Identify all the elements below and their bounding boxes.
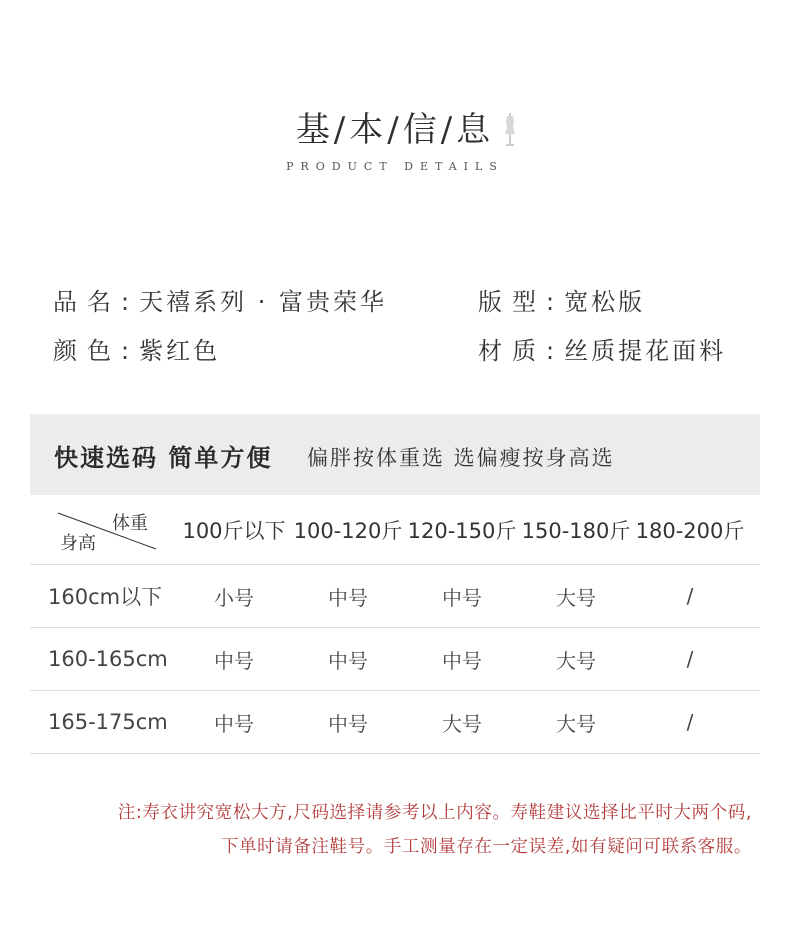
row-label: 165-175cm: [48, 710, 168, 734]
size-cell: /: [686, 584, 694, 608]
page-subtitle: PRODUCT DETAILS: [286, 160, 504, 173]
info-name-value: 天禧系列 · 富贵荣华: [139, 288, 387, 316]
info-fit-value: 宽松版: [564, 288, 646, 316]
page-title: 基/本/信/息: [295, 110, 495, 150]
size-cell: 小号: [214, 585, 254, 610]
column-header: 100-120斤: [293, 518, 403, 543]
column-header: 150-180斤: [521, 518, 631, 543]
size-cell: 大号: [556, 711, 596, 736]
column-header: 120-150斤: [407, 518, 517, 543]
dress-form-icon: [503, 113, 517, 147]
table-row: [30, 691, 760, 754]
corner-label-height: 身高: [60, 533, 96, 554]
guide-headline: 快速选码 简单方便: [54, 444, 273, 472]
size-cell: 大号: [556, 648, 596, 673]
size-cell: /: [686, 710, 694, 734]
size-cell: 中号: [328, 585, 368, 610]
size-cell: 中号: [442, 648, 482, 673]
info-color-value: 紫红色: [139, 337, 221, 365]
info-color-key: 颜色:: [53, 337, 140, 365]
info-name: [53, 282, 387, 317]
size-cell: 中号: [214, 711, 254, 736]
size-cell: 大号: [556, 585, 596, 610]
size-cell: 中号: [214, 648, 254, 673]
row-label: 160cm以下: [48, 585, 163, 609]
size-table: [30, 495, 760, 754]
info-material-value: 丝质提花面料: [564, 337, 727, 365]
info-color: [53, 331, 220, 366]
info-name-key: 品名:: [53, 288, 140, 316]
size-cell: 中号: [442, 585, 482, 610]
corner-label-weight: 体重: [112, 513, 148, 534]
table-header-row: [30, 495, 760, 565]
note-line-1: 注:寿衣讲究宽松大方,尺码选择请参考以上内容。寿鞋建议选择比平时大两个码,: [117, 803, 752, 823]
size-cell: 大号: [442, 711, 482, 736]
size-guide-banner: [30, 414, 760, 495]
size-cell: 中号: [328, 648, 368, 673]
section-header: [0, 108, 790, 173]
info-material-key: 材质:: [478, 337, 565, 365]
column-header: 180-200斤: [635, 518, 745, 543]
size-cell: 中号: [328, 711, 368, 736]
size-cell: /: [686, 647, 694, 671]
info-fit: [478, 282, 645, 317]
info-fit-key: 版型:: [478, 288, 565, 316]
guide-tip: 偏胖按体重选 选偏瘦按身高选: [307, 446, 615, 470]
row-label: 160-165cm: [48, 647, 168, 671]
info-material: [478, 331, 726, 366]
table-row: [30, 628, 760, 691]
note-line-2: 下单时请备注鞋号。手工测量存在一定误差,如有疑问可联系客服。: [220, 837, 752, 857]
table-row: [30, 565, 760, 628]
column-header: 100斤以下: [182, 518, 286, 543]
